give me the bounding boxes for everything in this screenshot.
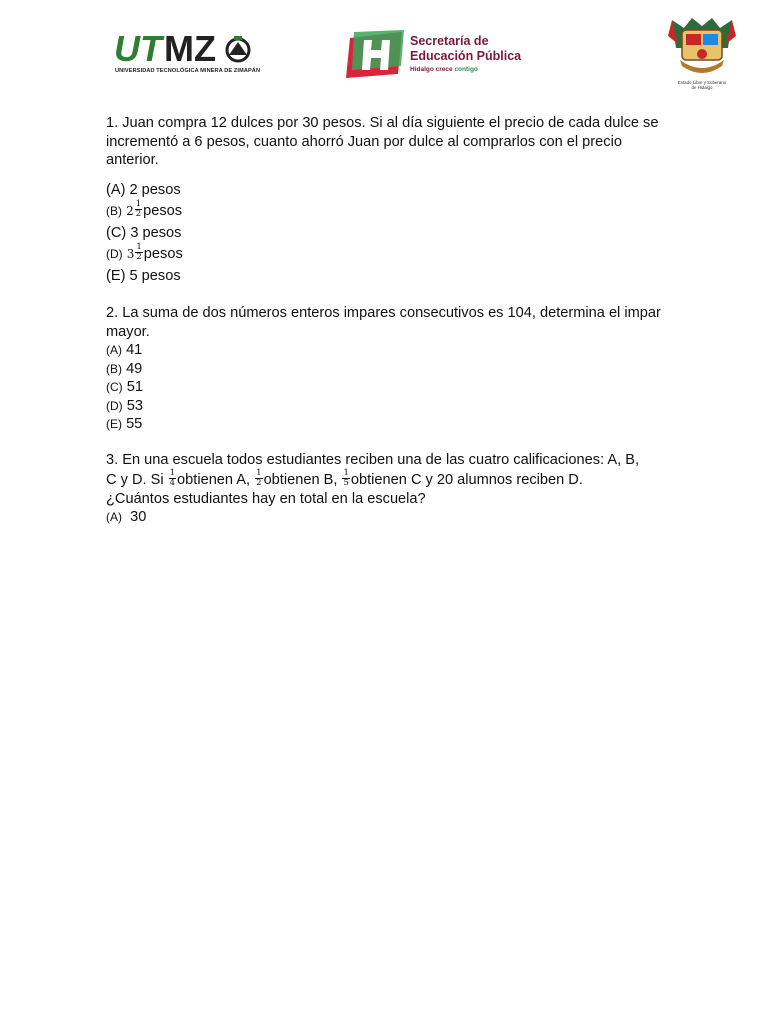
q2-option-a: (A) 41 xyxy=(106,342,143,359)
question-2-stem: 2. La suma de dos números enteros impares consecutivos es 104, determina el impar mayor. xyxy=(106,305,661,340)
svg-text:UT: UT xyxy=(114,28,162,68)
q1-option-c: (C) 3 pesos xyxy=(106,224,182,241)
sep-title-line2: Educación Pública xyxy=(410,49,522,63)
sep-h-icon xyxy=(344,30,404,80)
sep-logo xyxy=(344,30,534,80)
utmz-logo xyxy=(112,28,261,80)
q2-option-b: (B) 49 xyxy=(106,360,143,377)
question-1-stem: 1. Juan compra 12 dulces por 30 pesos. Si al día siguiente el precio de cada dulce se incrementó a 6 pesos, cuanto ahorró Juan por dulce al comprarlos con el precio anterior. xyxy=(106,115,659,168)
question-3-stem-line1: 3. En una escuela todos estudiantes reciben una de las cuatro calificaciones: A, B, xyxy=(106,451,640,468)
sep-slogan: Hidalgo crece contigo xyxy=(410,66,478,73)
question-3-stem-line3: ¿Cuántos estudiantes hay en total en la escuela? xyxy=(106,490,426,507)
q2-option-d: (D) 53 xyxy=(106,397,143,414)
coat-of-arms-icon xyxy=(664,14,740,80)
q2-option-e: (E) 55 xyxy=(106,416,143,433)
exam-content xyxy=(106,114,666,527)
question-2 xyxy=(106,304,666,434)
svg-text:MZ: MZ xyxy=(164,28,216,68)
q2-option-c: (C) 51 xyxy=(106,379,143,396)
hidalgo-coat-of-arms xyxy=(664,14,740,96)
page-header xyxy=(0,0,768,110)
coat-of-arms-caption: Estado Libre y Soberano de Hidalgo xyxy=(677,80,727,90)
question-1 xyxy=(106,114,666,285)
question-3 xyxy=(106,451,666,527)
question-3-stem-line2: C y D. Si $\frac{1}{4}$ obtienen A, $\frac{1}{2}$ obtienen B, $\frac{1}{5}$ obtienen C y 20 alumnos reciben D. xyxy=(106,468,583,489)
utmz-wordmark-icon xyxy=(112,28,254,68)
sep-title-line1: Secretaría de xyxy=(410,34,489,48)
q1-option-e: (E) 5 pesos xyxy=(106,267,181,284)
q1-option-b: (B) 2 $\frac{1}{2}$ pesos xyxy=(106,199,183,220)
utmz-caption: UNIVERSIDAD TECNOLÓGICA MINERA DE ZIMAPÁN xyxy=(115,68,261,74)
q1-option-d: (D) 3 $\frac{1}{2}$ pesos xyxy=(106,242,183,263)
q3-option-a: (A) 30 xyxy=(106,509,147,526)
q1-option-a: (A) 2 pesos xyxy=(106,181,181,198)
